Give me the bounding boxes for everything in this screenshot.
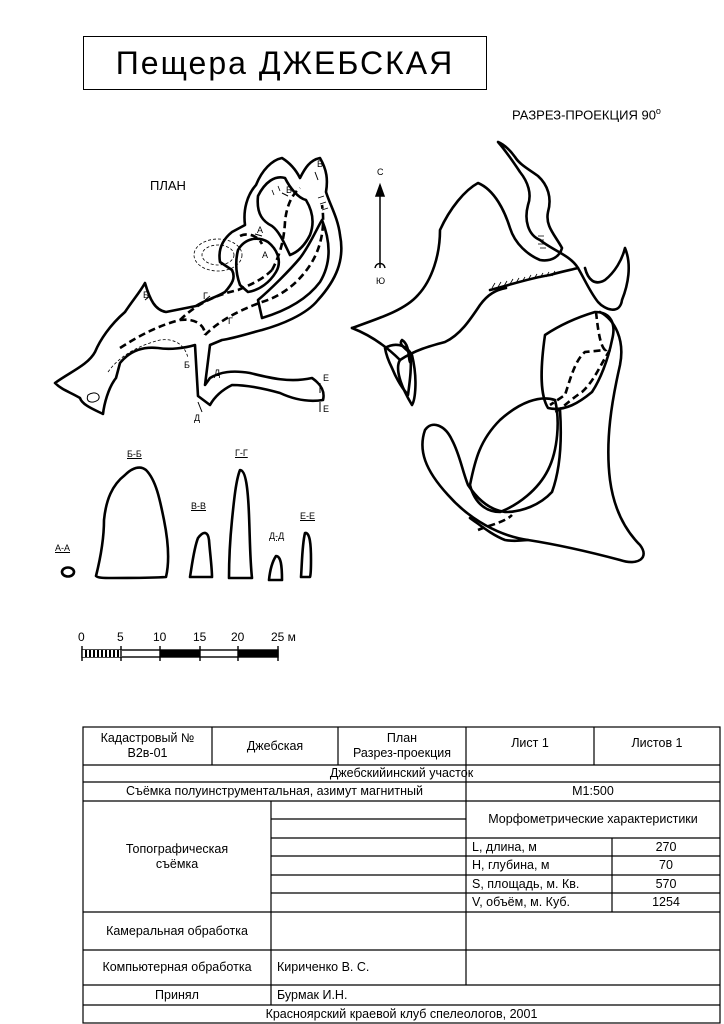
stamp-morph-label-depth: H, глубина, м (472, 858, 550, 872)
cross-section-label-dd: Д-Д (269, 531, 285, 541)
plan-inner-loop-2 (236, 239, 279, 292)
cross-section-dd (269, 556, 282, 580)
cross-section-label-gg: Г-Г (235, 448, 248, 458)
stamp-morph-value-depth: 70 (659, 858, 673, 872)
scale-label-0: 0 (78, 630, 85, 644)
scale-bar (82, 646, 278, 661)
degree-sign: о (655, 106, 661, 116)
stamp-drawing-type: План Разрез-проекция (353, 731, 451, 760)
scale-label-25: 25 м (271, 630, 296, 644)
stamp-club: Красноярский краевой клуб спелеологов, 2001 (265, 1006, 538, 1021)
stamp-morph-label-area: S, площадь, м. Кв. (472, 876, 580, 891)
plan-marker-d1: Д (214, 368, 221, 378)
map-title-text: Пещера ДЖЕБСКАЯ (115, 44, 455, 81)
scale-label-5: 5 (117, 630, 124, 644)
stamp-accepted-name: Бурмак И.Н. (277, 987, 348, 1002)
stamp-topo-survey: Топографическая съёмка (125, 841, 229, 871)
stamp-sheet: Лист 1 (511, 735, 549, 750)
stamp-morph-value-volume: 1254 (652, 895, 680, 909)
cross-section-label-bb: Б-Б (127, 449, 142, 459)
plan-marker-v1: В (317, 159, 324, 169)
plan-survey-line-1 (120, 320, 205, 348)
stamp-accepted: Принял (155, 987, 199, 1002)
cross-section-vv (190, 533, 212, 577)
stamp-cave-name: Джебская (246, 738, 304, 753)
section-survey-line-2 (555, 350, 610, 412)
section-lower-loop (470, 398, 558, 512)
plan-dome-outline-1 (194, 239, 242, 271)
cross-section-aa (62, 568, 74, 577)
cut-mark-d1 (198, 402, 202, 412)
stamp-cameral: Камеральная обработка (106, 923, 248, 938)
stamp-morph-value-area: 570 (655, 876, 677, 891)
scale-label-15: 15 (193, 630, 207, 644)
plan-marker-v2: В (286, 185, 293, 195)
cross-section-label-aa: А-А (55, 543, 71, 553)
stamp-morph-value-length: 270 (655, 839, 677, 854)
stamp-computer-name: Кириченко В. С. (277, 960, 370, 974)
compass-south-label: Ю (376, 276, 386, 286)
plan-marker-d2: Д (194, 413, 201, 423)
section-upper-contour (352, 142, 629, 328)
scale-bar-seg-3 (238, 650, 278, 657)
compass-arrow-head (376, 185, 384, 196)
plan-dome-outline-2 (202, 245, 234, 265)
plan-marker-g2: Г (228, 316, 233, 326)
cross-section-gg (229, 470, 252, 578)
plan-marker-b2: Б (184, 360, 190, 370)
stamp-sheets-total: Листов 1 (631, 735, 683, 750)
plan-marker-e2: Е (323, 404, 330, 414)
compass-north-label: С (377, 167, 384, 177)
plan-marker-b1: Б (143, 290, 149, 300)
section-hatching-1 (492, 271, 555, 288)
plan-survey-line-2 (180, 270, 272, 320)
section-heading-text: РАЗРЕЗ-ПРОЕКЦИЯ 90 (512, 107, 656, 123)
cross-section-label-vv: В-В (191, 501, 207, 511)
stamp-area: Джебскийинский участок (329, 766, 474, 780)
cross-section-ee (301, 533, 311, 577)
plan-inner-loop-3 (258, 220, 329, 318)
stamp-scale: М1:500 (572, 784, 614, 798)
scale-label-20: 20 (231, 630, 245, 644)
cross-section-label-ee: Е-Е (300, 511, 316, 521)
stamp-morph-title: Морфометрические характеристики (488, 812, 698, 826)
stamp-computer: Компьютерная обработка (102, 960, 252, 974)
cross-section-bb (96, 468, 168, 578)
scale-bar-fine-ticks (86, 650, 118, 657)
stamp-survey-method: Съёмка полуинструментальная, азимут магнитный (126, 784, 423, 798)
stamp-morph-label-volume: V, объём, м. Куб. (472, 895, 570, 909)
stamp-cadastral: Кадастровый № В2в-01 (100, 731, 195, 760)
plan-marker-g1: Г (203, 291, 208, 301)
plan-survey-line-3 (205, 205, 323, 335)
plan-marker-a1: А (257, 225, 264, 235)
scale-bar-seg-2 (160, 650, 200, 657)
cut-mark-v1 (315, 172, 318, 180)
plan-marker-a2: А (262, 250, 269, 260)
stamp-morph-label-length: L, длина, м (472, 839, 537, 854)
plan-small-passage (87, 393, 99, 402)
scale-label-10: 10 (153, 630, 167, 644)
plan-label: ПЛАН (150, 178, 186, 193)
plan-marker-e1: Е (323, 373, 330, 383)
